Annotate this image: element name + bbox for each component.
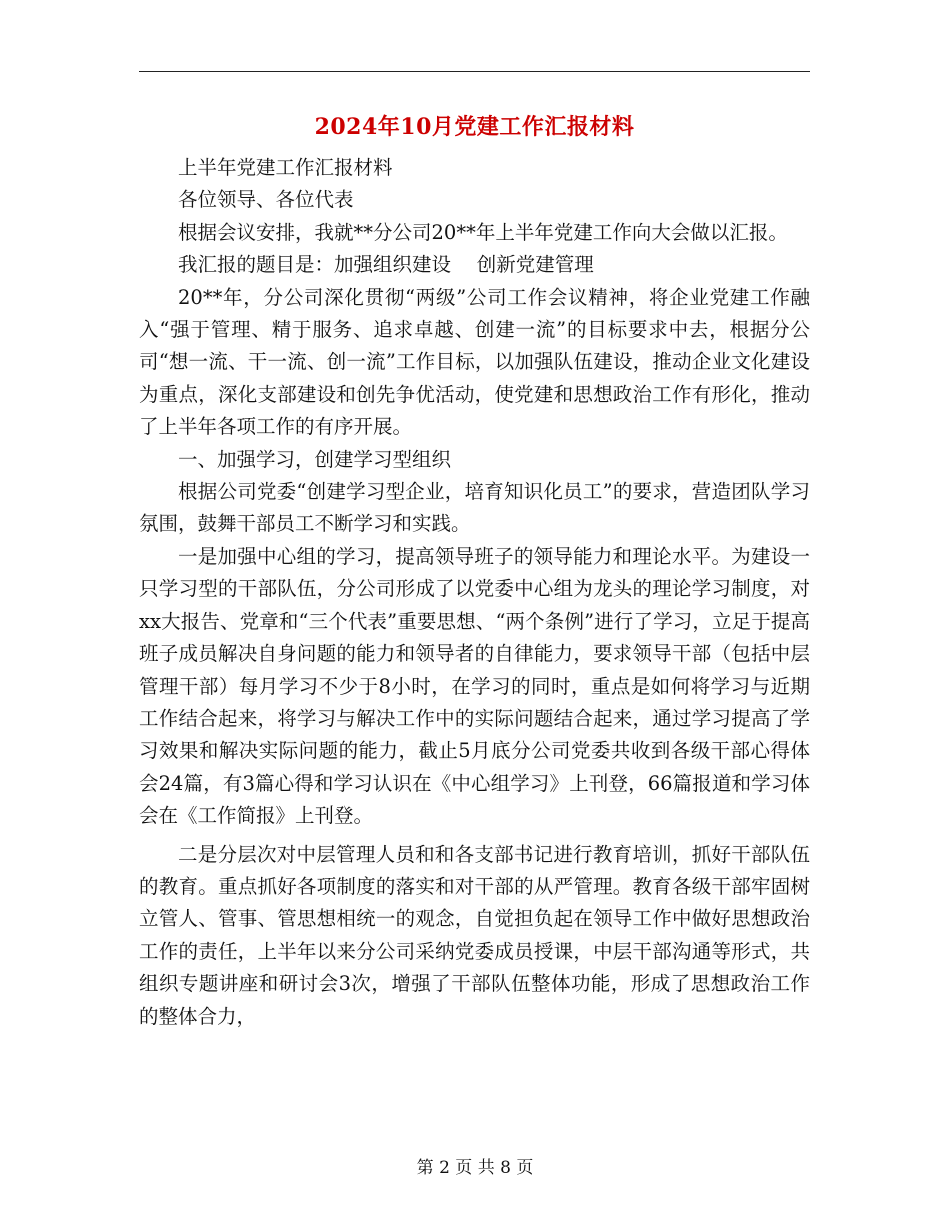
document-body <box>139 152 810 1033</box>
paragraph-cadre-training: 二是分层次对中层管理人员和和各支部书记进行教育培训，抓好干部队伍的教育。重点抓好各项制度的落实和对干部的从严管理。教育各级干部牢固树立管人、管事、管思想相统一的观念，自觉担负起在领导工作中做好思想政治工作的责任，上半年以来分公司采纳党委成员授课，中层干部沟通等形式，共组织专题讲座和研讨会3次，增强了干部队伍整体功能，形成了思想政治工作的整体合力， <box>139 842 810 1028</box>
header-rule <box>139 71 810 72</box>
paragraph-salutation: 各位领导、各位代表 <box>178 188 354 212</box>
page-footer: 第 2 页 共 8 页 <box>416 1158 534 1178</box>
paragraph-study-requirement: 根据公司党委“创建学习型企业，培育知识化员工”的要求，营造团队学习氛围，鼓舞干部员工不断学习和实践。 <box>139 480 810 536</box>
paragraph-topic: 我汇报的题目是：加强组织建设 创新党建管理 <box>178 253 594 277</box>
document-title: 2024年10月党建工作汇报材料 <box>314 114 635 140</box>
paragraph-subtitle: 上半年党建工作汇报材料 <box>178 156 393 179</box>
section-heading-1: 一、加强学习，创建学习型组织 <box>178 447 452 471</box>
paragraph-intro: 根据会议安排，我就**分公司20**年上半年党建工作向大会做以汇报。 <box>178 220 788 244</box>
paragraph-overview: 20**年，分公司深化贯彻“两级”公司工作会议精神，将企业党建工作融入“强于管理、精于服务、追求卓越、创建一流”的目标要求中去，根据分公司“想一流、干一流、创一流”工作目标，以加强队伍建设，推动企业文化建设为重点，深化支部建设和创先争优活动，使党建和思想政治工作有形化，推动了上半年各项工作的有序开展。 <box>139 285 810 439</box>
paragraph-central-group-study: 一是加强中心组的学习，提高领导班子的领导能力和理论水平。为建设一只学习型的干部队伍，分公司形成了以党委中心组为龙头的理论学习制度，对xx大报告、党章和“三个代表”重要思想、“两个条例”进行了学习，立足于提高班子成员解决自身问题的能力和领导者的自律能力，要求领导干部（包括中层管理干部）每月学习不少于8小时，在学习的同时，重点是如何将学习与近期工作结合起来，将学习与解决工作中的实际问题结合起来，通过学习提高了学习效果和解决实际问题的能力，截止5月底分公司党委共收到各级干部心得体会24篇，有3篇心得和学习认识在《中心组学习》上刊登，66篇报道和学习体会在《工作简报》上刊登。 <box>139 544 810 828</box>
